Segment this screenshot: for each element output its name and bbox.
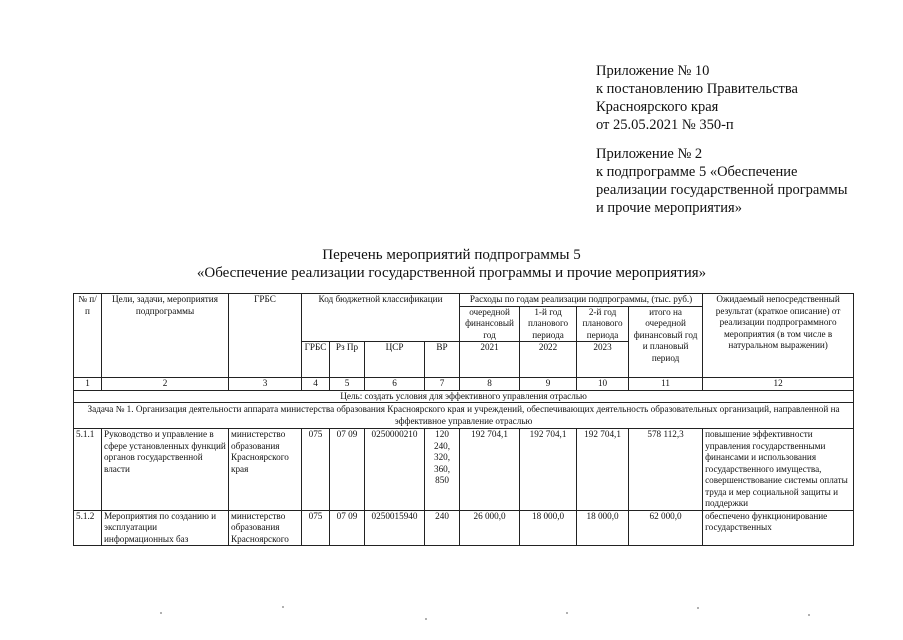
row-rzpr: 07 09 (330, 429, 365, 511)
header-goals: Цели, задачи, мероприятия подпрограммы (102, 294, 229, 378)
title-line-1: Перечень мероприятий подпрограммы 5 (322, 247, 581, 263)
scan-speck (160, 612, 162, 614)
scan-speck (425, 618, 427, 620)
row-grbs-code: 075 (302, 429, 330, 511)
table-row (74, 429, 854, 511)
header-year-2021: 2021 (460, 342, 520, 378)
row-grbs-code: 075 (302, 510, 330, 546)
row-result: повышение эффективности управления государственными финансами и использования государственного имущества, совершенствование системы оплаты труда и мер социальной защиты и поддержки (703, 429, 854, 511)
column-number: 7 (425, 378, 460, 391)
header-exp-plan1: 1-й год планового периода (520, 306, 577, 342)
row-csr: 0250015940 (365, 510, 425, 546)
row-num: 5.1.2 (74, 510, 102, 546)
header-grbs: ГРБС (229, 294, 302, 378)
row-y2022: 192 704,1 (520, 429, 577, 511)
title-line-2: «Обеспечение реализации государственной программы и прочие мероприятия» (196, 265, 707, 281)
header-num: № п/п (74, 294, 102, 378)
column-number-row (74, 378, 854, 391)
document-title (0, 246, 903, 282)
attachment-10-header (596, 62, 798, 134)
row-num: 5.1.1 (74, 429, 102, 511)
header-exp-total: итого на очередной финансовый год и плановый период (629, 306, 703, 378)
header-budget-code: Код бюджетной классификации (302, 294, 460, 342)
header-year-2022: 2022 (520, 342, 577, 378)
column-number: 11 (629, 378, 703, 391)
row-result: обеспечено функционирование государственных (703, 510, 854, 546)
table-row (74, 510, 854, 546)
column-number: 2 (102, 378, 229, 391)
header-sub-grbs: ГРБС (302, 342, 330, 378)
task-row (74, 403, 854, 429)
attachment-line: Приложение № 2 (596, 146, 703, 162)
scan-speck (697, 607, 699, 609)
header-result: Ожидаемый непосредственный результат (краткое описание) от реализации подпрограммного мероприятия (в том числе в натуральном выражении) (703, 294, 854, 378)
column-number: 12 (703, 378, 854, 391)
column-number: 10 (577, 378, 629, 391)
row-name: Мероприятия по созданию и эксплуатации информационных баз (102, 510, 229, 546)
header-exp-current: очередной финансовый год (460, 306, 520, 342)
row-vr: 240 (425, 510, 460, 546)
row-vr: 120 240, 320, 360, 850 (425, 429, 460, 511)
row-y2021: 192 704,1 (460, 429, 520, 511)
row-y2023: 18 000,0 (577, 510, 629, 546)
row-total: 62 000,0 (629, 510, 703, 546)
measures-table (73, 293, 854, 546)
attachment-line: от 25.05.2021 № 350-п (596, 117, 734, 133)
attachment-line: реализации государственной программы (596, 182, 848, 198)
header-expenses: Расходы по годам реализации подпрограммы, (тыс. руб.) (460, 294, 703, 307)
attachment-2-header (596, 145, 847, 217)
attachment-line: Приложение № 10 (596, 63, 710, 79)
column-number: 5 (330, 378, 365, 391)
row-total: 578 112,3 (629, 429, 703, 511)
row-name: Руководство и управление в сфере установленных функций органов государственной власти (102, 429, 229, 511)
header-sub-rzpr: Рз Пр (330, 342, 365, 378)
row-csr: 0250000210 (365, 429, 425, 511)
header-sub-vr: ВР (425, 342, 460, 378)
scan-speck (808, 614, 810, 616)
attachment-line: к подпрограмме 5 «Обеспечение (596, 164, 798, 180)
row-grbs-name: министерство образования Красноярского края (229, 429, 302, 511)
attachment-line: Красноярского края (596, 99, 719, 115)
column-number: 6 (365, 378, 425, 391)
row-grbs-name: министерство образования Красноярского (229, 510, 302, 546)
column-number: 3 (229, 378, 302, 391)
column-number: 9 (520, 378, 577, 391)
column-number: 1 (74, 378, 102, 391)
row-rzpr: 07 09 (330, 510, 365, 546)
row-y2022: 18 000,0 (520, 510, 577, 546)
row-y2023: 192 704,1 (577, 429, 629, 511)
goal-text: Цель: создать условия для эффективного управления отраслью (74, 390, 854, 403)
header-exp-plan2: 2-й год планового периода (577, 306, 629, 342)
row-y2021: 26 000,0 (460, 510, 520, 546)
attachment-line: к постановлению Правительства (596, 81, 798, 97)
column-number: 4 (302, 378, 330, 391)
goal-row (74, 390, 854, 403)
scan-speck (566, 612, 568, 614)
task-text: Задача № 1. Организация деятельности аппарата министерства образования Красноярского края и учреждений, обеспечивающих деятельность образовательных организаций, направленной на эффективное управление отраслью (74, 403, 854, 429)
header-sub-csr: ЦСР (365, 342, 425, 378)
scan-speck (282, 606, 284, 608)
column-number: 8 (460, 378, 520, 391)
header-year-2023: 2023 (577, 342, 629, 378)
attachment-line: и прочие мероприятия» (596, 200, 742, 216)
